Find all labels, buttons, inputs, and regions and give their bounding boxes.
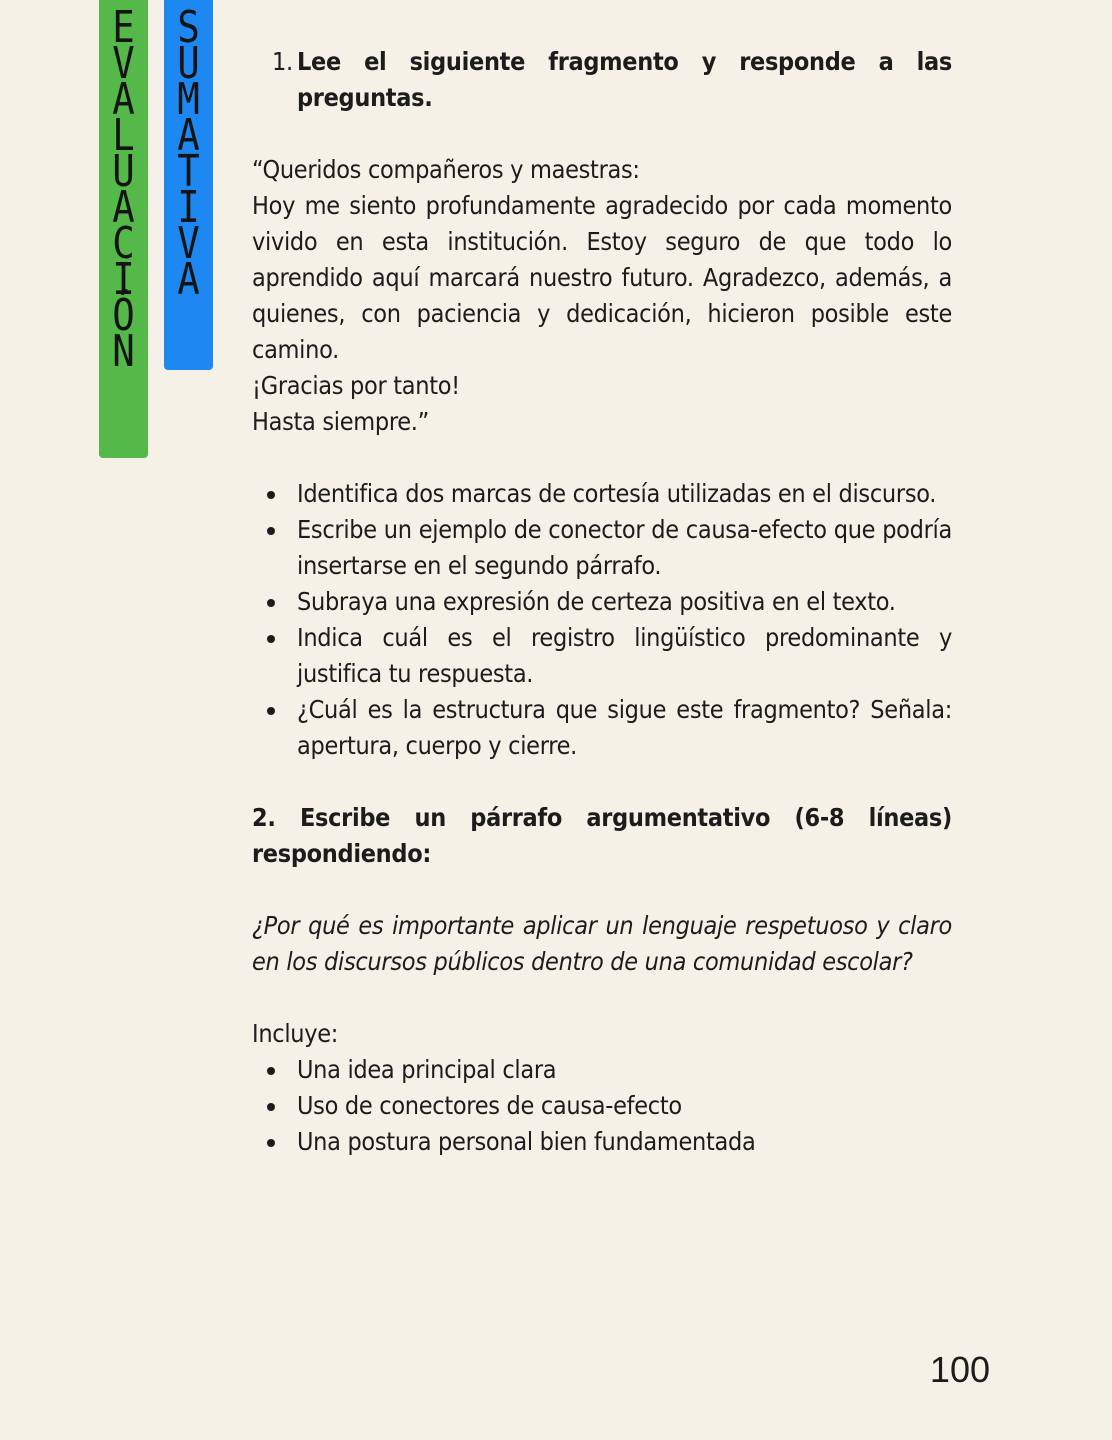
letter: V bbox=[112, 38, 135, 89]
list-item: Uso de conectores de causa-efecto bbox=[252, 1088, 952, 1124]
letter: U bbox=[177, 38, 200, 89]
letter: I bbox=[112, 254, 135, 305]
page-number: 100 bbox=[929, 1349, 990, 1390]
letter: A bbox=[177, 254, 200, 305]
list-item: Subraya una expresión de certeza positiva en el texto. bbox=[252, 584, 952, 620]
letter: M bbox=[177, 74, 200, 125]
letter: U bbox=[112, 146, 135, 197]
fragment-closing: Hasta siempre.” bbox=[252, 407, 429, 436]
letter: S bbox=[177, 2, 200, 53]
fragment-thanks: ¡Gracias por tanto! bbox=[252, 371, 460, 400]
list-item: Escribe un ejemplo de conector de causa-efecto que podría insertarse en el segundo párrafo. bbox=[252, 512, 952, 584]
question-1-heading bbox=[272, 44, 952, 116]
question-2-heading: 2. Escribe un párrafo argumentativo (6-8 líneas) respondiendo: bbox=[252, 803, 952, 868]
letter: N bbox=[112, 326, 135, 377]
list-item: Identifica dos marcas de cortesía utilizadas en el discurso. bbox=[252, 476, 952, 512]
letter: V bbox=[177, 218, 200, 269]
task-list bbox=[252, 476, 952, 764]
letter: Ó bbox=[112, 290, 135, 341]
speech-fragment bbox=[252, 152, 952, 440]
includes-list bbox=[252, 1052, 952, 1160]
letter: I bbox=[177, 182, 200, 233]
page-content bbox=[252, 44, 952, 1160]
fragment-greeting: “Queridos compañeros y maestras: bbox=[252, 155, 640, 184]
question-2-prompt: ¿Por qué es importante aplicar un lenguaje respetuoso y claro en los discursos públicos dentro de una comunidad escolar? bbox=[252, 911, 952, 976]
letter: E bbox=[112, 2, 135, 53]
evaluacion-side-label bbox=[99, 0, 148, 458]
question-number: 1. bbox=[272, 47, 293, 76]
letter: A bbox=[177, 110, 200, 161]
fragment-body: Hoy me siento profundamente agradecido por cada momento vivido en esta institución. Estoy seguro de que todo lo aprendido aquí marcará nuestro futuro. Agradezco, además, a quienes, con paciencia y dedicación, hicieron posible este camino. bbox=[252, 191, 952, 364]
question-title: Lee el siguiente fragmento y responde a las preguntas. bbox=[297, 47, 952, 112]
letter: C bbox=[112, 218, 135, 269]
list-item: Una idea principal clara bbox=[252, 1052, 952, 1088]
includes-label: Incluye: bbox=[252, 1019, 339, 1048]
letter: L bbox=[112, 110, 135, 161]
list-item: Indica cuál es el registro lingüístico predominante y justifica tu respuesta. bbox=[252, 620, 952, 692]
letter: A bbox=[112, 182, 135, 233]
list-item: Una postura personal bien fundamentada bbox=[252, 1124, 952, 1160]
sumativa-side-label bbox=[164, 0, 213, 370]
letter: T bbox=[177, 146, 200, 197]
letter: A bbox=[112, 74, 135, 125]
list-item: ¿Cuál es la estructura que sigue este fragmento? Señala: apertura, cuerpo y cierre. bbox=[252, 692, 952, 764]
